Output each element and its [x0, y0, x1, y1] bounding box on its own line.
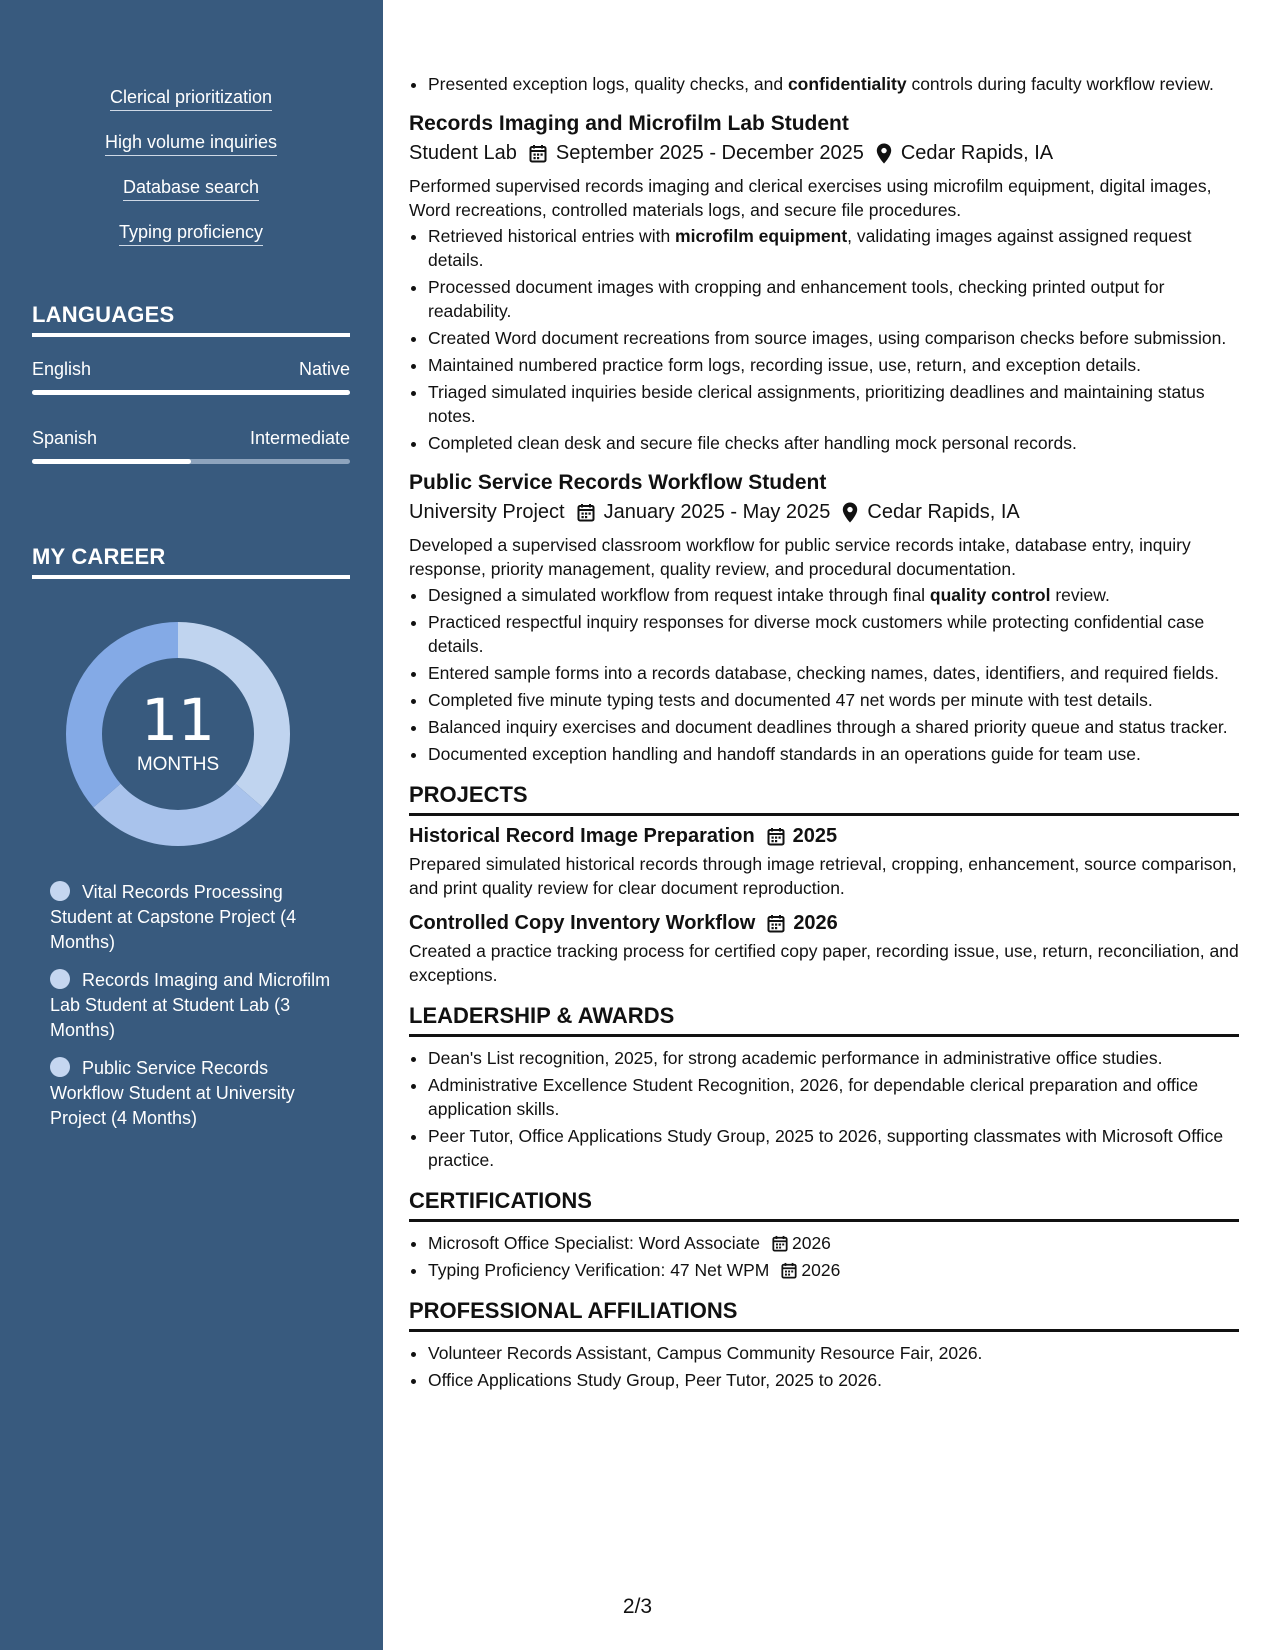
job-meta	[409, 142, 1239, 165]
calendar-icon	[529, 144, 547, 163]
job-location: Cedar Rapids, IA	[867, 501, 1020, 523]
cert-year: 2026	[791, 1233, 831, 1253]
job-dates: September 2025 - December 2025	[555, 142, 864, 164]
project-title	[409, 912, 1239, 935]
list-item: • Designed a simulated workflow from request intake through final quality control review.	[428, 583, 1239, 607]
job-title: Records Imaging and Microfilm Lab Student	[409, 112, 849, 135]
bullet-dot-icon	[50, 881, 70, 901]
job-summary: Performed supervised records imaging and clerical exercises using microfilm equipment, digital images, Word recreations, controlled materials logs, and secure file procedures.	[409, 176, 1212, 220]
skills-list	[32, 86, 350, 266]
calendar-icon	[577, 503, 595, 522]
donut-segment	[93, 784, 262, 846]
language-spanish	[32, 428, 350, 464]
language-name: English	[32, 359, 92, 379]
list-item: • Completed clean desk and secure file checks after handling mock personal records.	[428, 431, 1239, 455]
job-location: Cedar Rapids, IA	[900, 142, 1054, 164]
language-level: Native	[298, 359, 350, 379]
list-item: • Dean's List recognition, 2025, for strong academic performance in administrative office studies.	[428, 1046, 1239, 1070]
affiliations-heading: PROFESSIONAL AFFILIATIONS	[409, 1298, 1239, 1332]
bullet-dot-icon	[50, 969, 70, 989]
career-item-text: Vital Records Processing Student at Capstone Project (4 Months)	[50, 882, 297, 952]
project-year: 2025	[792, 825, 838, 847]
intro-bullets	[409, 72, 1239, 96]
career-item	[50, 968, 340, 1043]
job-org: University Project	[409, 501, 565, 523]
list-item: • Maintained numbered practice form logs, recording issue, use, return, and exception details.	[428, 353, 1239, 377]
language-bar-fill	[32, 459, 191, 464]
skill-item: Clerical prioritization	[110, 86, 272, 111]
certifications-heading: CERTIFICATIONS	[409, 1188, 1239, 1222]
cert-year: 2026	[801, 1260, 841, 1280]
leadership-heading: LEADERSHIP & AWARDS	[409, 1003, 1239, 1037]
skill-item: High volume inquiries	[105, 131, 277, 156]
job-summary: Developed a supervised classroom workflow for public service records intake, database entry, inquiry response, priority management, quality review, and procedural documentation.	[409, 535, 1191, 579]
job-bullets	[409, 583, 1239, 766]
list-item: • Administrative Excellence Student Recognition, 2026, for dependable clerical preparation and office application skills.	[428, 1073, 1239, 1121]
list-item: • Completed five minute typing tests and documented 47 net words per minute with test details.	[428, 688, 1239, 712]
project-name: Controlled Copy Inventory Workflow	[409, 912, 756, 934]
career-total-unit: MONTHS	[136, 754, 220, 775]
career-item-text: Public Service Records Workflow Student at University Project (4 Months)	[50, 1058, 295, 1128]
list-item: • Documented exception handling and handoff standards in an operations guide for team use.	[428, 742, 1239, 766]
projects-heading: PROJECTS	[409, 782, 1239, 816]
language-english	[32, 359, 350, 395]
cert-name: • Microsoft Office Specialist: Word Associate	[428, 1233, 760, 1253]
language-bar	[32, 390, 350, 395]
list-item: • Retrieved historical entries with microfilm equipment, validating images against assigned request details.	[428, 224, 1239, 272]
career-item	[50, 880, 340, 955]
project-name: Historical Record Image Preparation	[409, 825, 755, 847]
sidebar	[0, 0, 383, 1650]
main-content	[409, 72, 1239, 1395]
affiliations-list	[409, 1341, 1239, 1392]
leadership-list	[409, 1046, 1239, 1172]
cert-name: • Typing Proficiency Verification: 47 Net WPM	[428, 1260, 770, 1280]
career-list	[50, 880, 340, 1144]
skill-item: Database search	[123, 176, 259, 201]
list-item: • Created Word document recreations from source images, using comparison checks before submission.	[428, 326, 1239, 350]
list-item: • Practiced respectful inquiry responses for diverse mock customers while protecting confidential case details.	[428, 610, 1239, 658]
career-item	[50, 1056, 340, 1131]
job-meta	[409, 501, 1239, 524]
list-item	[428, 1258, 1239, 1282]
list-item: • Processed document images with cropping and enhancement tools, checking printed output for readability.	[428, 275, 1239, 323]
project-desc: Created a practice tracking process for certified copy paper, recording issue, use, return, reconciliation, and exceptions.	[409, 941, 1239, 985]
calendar-icon	[772, 1235, 788, 1252]
calendar-icon	[767, 914, 785, 933]
career-total-number: 11	[141, 686, 215, 754]
language-name: Spanish	[32, 428, 98, 448]
list-item: • Triaged simulated inquiries beside clerical assignments, prioritizing deadlines and maintaining status notes.	[428, 380, 1239, 428]
language-bar	[32, 459, 350, 464]
job-dates: January 2025 - May 2025	[603, 501, 831, 523]
project-year: 2026	[793, 912, 838, 934]
language-bar-fill	[32, 390, 350, 395]
project-desc: Prepared simulated historical records through image retrieval, cropping, enhancement, source comparison, and print quality review for clear document reproduction.	[409, 854, 1237, 898]
languages-heading: LANGUAGES	[32, 302, 350, 337]
job-org: Student Lab	[409, 142, 517, 164]
list-item: • Peer Tutor, Office Applications Study Group, 2025 to 2026, supporting classmates with Microsoft Office practice.	[428, 1124, 1239, 1172]
list-item: • Office Applications Study Group, Peer Tutor, 2025 to 2026.	[428, 1368, 1239, 1392]
job-bullets	[409, 224, 1239, 455]
certifications-list	[409, 1231, 1239, 1282]
list-item: • Presented exception logs, quality checks, and confidentiality controls during faculty workflow review.	[428, 72, 1239, 96]
career-item-text: Records Imaging and Microfilm Lab Student at Student Lab (3 Months)	[50, 970, 331, 1040]
skill-item: Typing proficiency	[119, 221, 263, 246]
list-item	[428, 1231, 1239, 1255]
calendar-icon	[767, 827, 785, 846]
map-pin-icon	[842, 502, 858, 523]
list-item: • Balanced inquiry exercises and document deadlines through a shared priority queue and status tracker.	[428, 715, 1239, 739]
list-item: • Volunteer Records Assistant, Campus Community Resource Fair, 2026.	[428, 1341, 1239, 1365]
page-number: 2/3	[622, 1595, 653, 1618]
project-title	[409, 825, 1239, 848]
career-heading: MY CAREER	[32, 544, 350, 579]
bullet-dot-icon	[50, 1057, 70, 1077]
job-title: Public Service Records Workflow Student	[409, 471, 827, 494]
language-level: Intermediate	[249, 428, 350, 448]
calendar-icon	[781, 1262, 797, 1279]
map-pin-icon	[876, 143, 892, 164]
list-item: • Entered sample forms into a records database, checking names, dates, identifiers, and required fields.	[428, 661, 1239, 685]
